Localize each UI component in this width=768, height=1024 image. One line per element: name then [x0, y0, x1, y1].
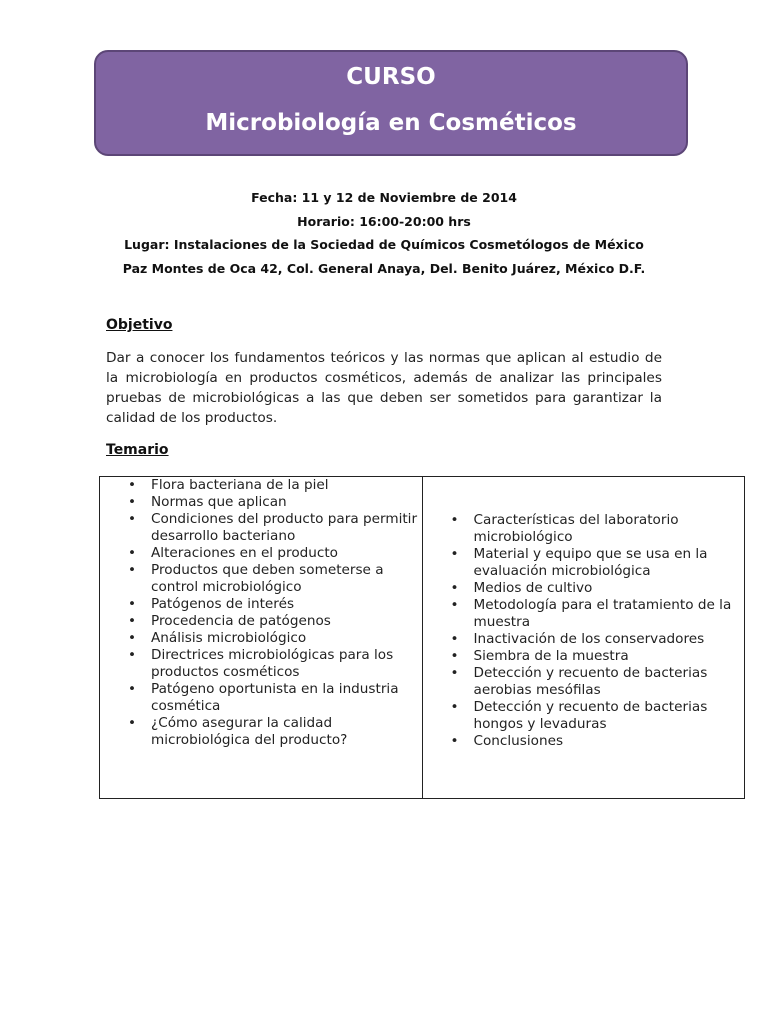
syllabus-item-text: Alteraciones en el producto	[151, 545, 339, 561]
syllabus-right-list	[423, 477, 745, 750]
bullet-icon: •	[128, 715, 137, 731]
syllabus-item	[423, 648, 745, 665]
syllabus-item-text: Productos que deben someterse a control microbiológico	[151, 562, 384, 595]
syllabus-item	[100, 613, 422, 630]
syllabus-item-text: Patógeno oportunista en la industria cosmética	[151, 681, 399, 714]
syllabus-item-text: Análisis microbiológico	[151, 630, 307, 646]
bullet-icon: •	[450, 648, 459, 664]
date-line: Fecha: 11 y 12 de Noviembre de 2014	[251, 190, 517, 205]
bullet-icon: •	[450, 546, 459, 562]
bullet-icon: •	[128, 562, 137, 578]
bullet-icon: •	[450, 597, 459, 613]
syllabus-item-text: Flora bacteriana de la piel	[151, 477, 329, 493]
bullet-icon: •	[450, 512, 459, 528]
syllabus-item-text: Conclusiones	[473, 733, 564, 749]
syllabus-item-text: Características del laboratorio microbiológico	[473, 512, 679, 545]
bullet-icon: •	[128, 494, 137, 510]
location-line: Lugar: Instalaciones de la Sociedad de Químicos Cosmetólogos de México	[124, 237, 644, 252]
syllabus-item-text: Inactivación de los conservadores	[473, 631, 705, 647]
schedule-line: Horario: 16:00-20:00 hrs	[297, 213, 471, 229]
syllabus-right-column	[422, 477, 745, 799]
syllabus-item	[100, 715, 422, 749]
course-title: Microbiología en Cosméticos	[205, 110, 577, 136]
syllabus-item	[423, 665, 745, 699]
syllabus-table	[99, 476, 745, 799]
syllabus-item-text: Metodología para el tratamiento de la muestra	[473, 597, 732, 630]
course-info	[0, 186, 768, 280]
syllabus-item-text: Detección y recuento de bacterias hongos y levaduras	[473, 699, 708, 732]
objective-text: Dar a conocer los fundamentos teóricos y las normas que aplican al estudio de la microbiología en productos cosméticos, además de analizar las principales pruebas de microbiológicas a las que deben ser sometidos para garantizar la calidad de los productos.	[106, 350, 662, 426]
syllabus-item	[423, 631, 745, 648]
syllabus-item	[423, 699, 745, 733]
syllabus-item	[423, 512, 745, 546]
syllabus-item	[423, 580, 745, 597]
syllabus-item-text: Procedencia de patógenos	[151, 613, 331, 629]
course-label: CURSO	[346, 64, 436, 90]
syllabus-item-text: Condiciones del producto para permitir desarrollo bacteriano	[151, 511, 418, 544]
bullet-icon: •	[450, 580, 459, 596]
syllabus-item-text: Medios de cultivo	[473, 580, 593, 596]
syllabus-item	[423, 733, 745, 750]
syllabus-item	[100, 477, 422, 494]
syllabus-item	[423, 546, 745, 580]
course-title-banner	[94, 50, 688, 156]
address-line: Paz Montes de Oca 42, Col. General Anaya, Del. Benito Juárez, México D.F.	[122, 260, 646, 276]
syllabus-item	[100, 545, 422, 562]
syllabus-item	[100, 562, 422, 596]
syllabus-item-text: ¿Cómo asegurar la calidad microbiológica del producto?	[151, 715, 348, 748]
syllabus-item-text: Siembra de la muestra	[473, 648, 629, 664]
bullet-icon: •	[128, 647, 137, 663]
syllabus-item	[100, 681, 422, 715]
objective-heading: Objetivo	[106, 317, 173, 333]
syllabus-item	[100, 647, 422, 681]
syllabus-item	[100, 494, 422, 511]
syllabus-item-text: Detección y recuento de bacterias aerobias mesófilas	[473, 665, 708, 698]
syllabus-item-text: Patógenos de interés	[151, 596, 295, 612]
bullet-icon: •	[128, 681, 137, 697]
syllabus-item	[100, 596, 422, 613]
bullet-icon: •	[128, 477, 137, 493]
bullet-icon: •	[128, 596, 137, 612]
syllabus-item-text: Normas que aplican	[151, 494, 287, 510]
syllabus-item-text: Directrices microbiológicas para los productos cosméticos	[151, 647, 394, 680]
bullet-icon: •	[128, 613, 137, 629]
bullet-icon: •	[128, 511, 137, 527]
bullet-icon: •	[128, 630, 137, 646]
syllabus-left-list	[100, 477, 422, 749]
bullet-icon: •	[450, 733, 459, 749]
syllabus-item	[100, 511, 422, 545]
bullet-icon: •	[128, 545, 137, 561]
syllabus-left-column	[100, 477, 423, 799]
bullet-icon: •	[450, 665, 459, 681]
syllabus-heading: Temario	[106, 442, 169, 458]
bullet-icon: •	[450, 699, 459, 715]
syllabus-item	[100, 630, 422, 647]
bullet-icon: •	[450, 631, 459, 647]
syllabus-item-text: Material y equipo que se usa en la evaluación microbiológica	[473, 546, 708, 579]
syllabus-item	[423, 597, 745, 631]
